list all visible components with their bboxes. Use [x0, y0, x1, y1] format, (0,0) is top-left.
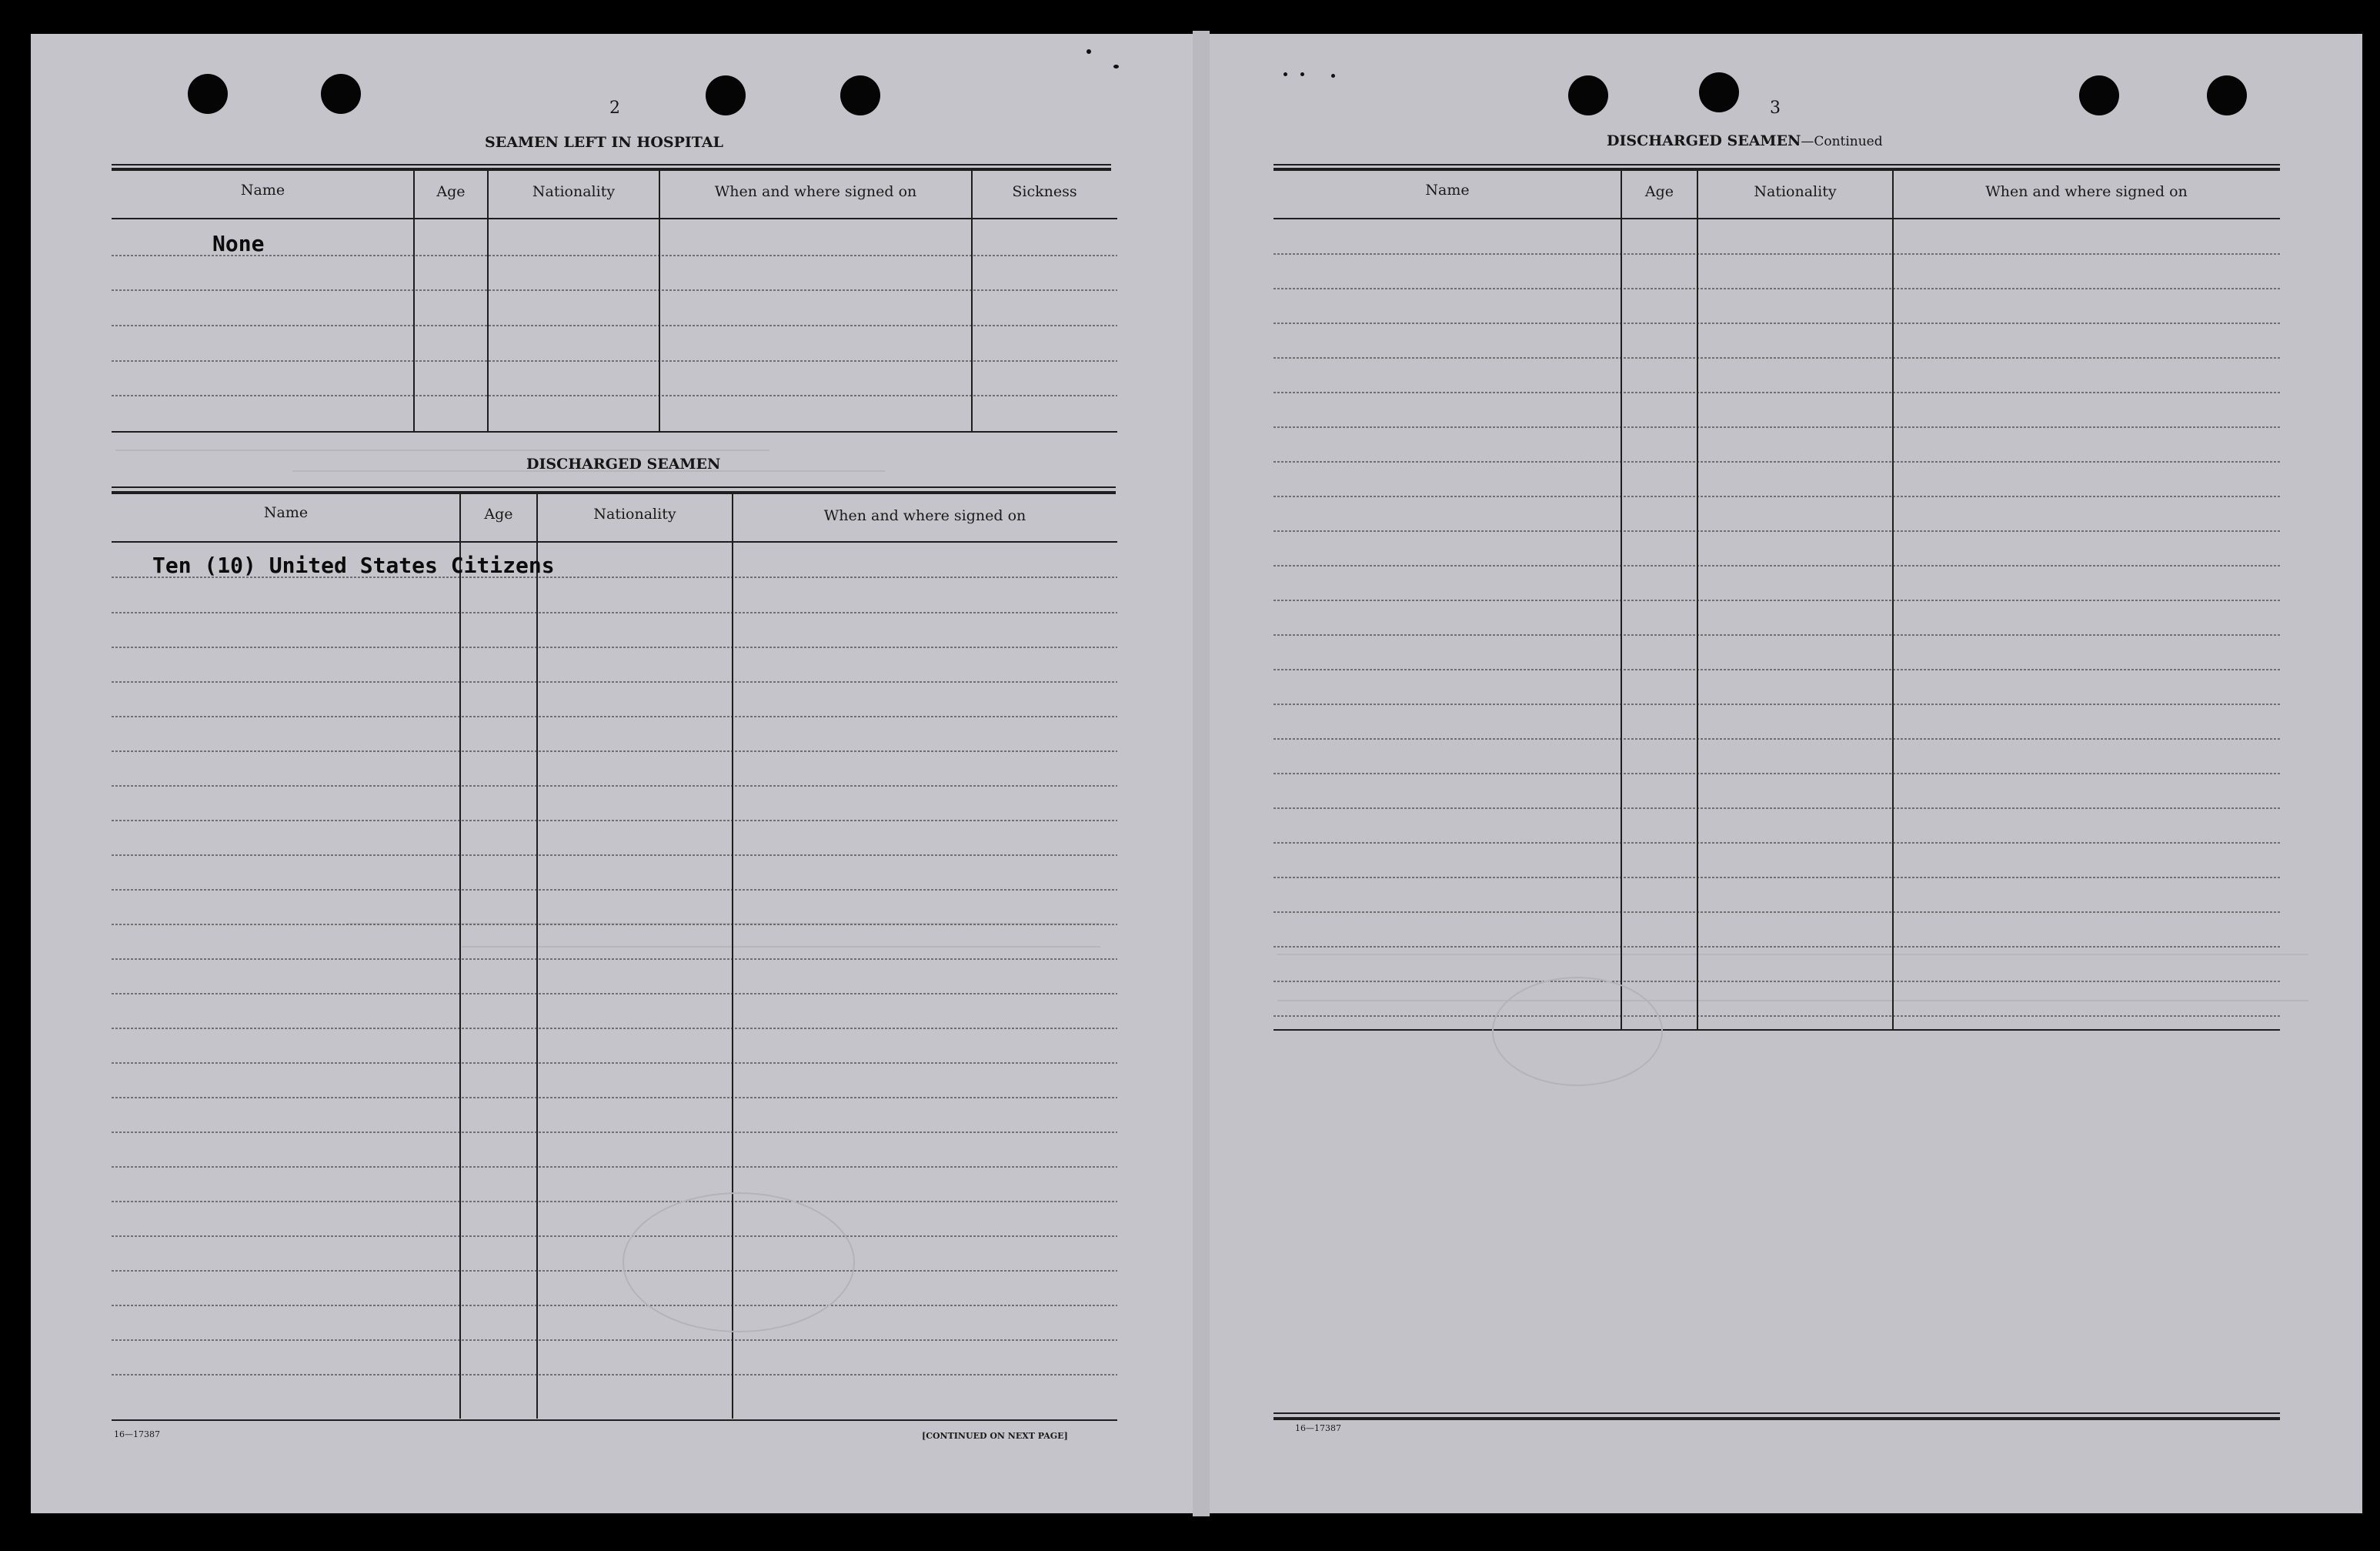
hospital-entry-none: None — [212, 231, 265, 256]
form-number: 16—17387 — [114, 1429, 160, 1439]
discharged-continued-title-main: DISCHARGED SEAMEN — [1607, 132, 1801, 149]
discharged-col-signed-on: When and where signed on — [823, 507, 1026, 524]
punch-hole — [706, 75, 746, 115]
discharged-col-age: Age — [484, 506, 513, 523]
page-number: 2 — [609, 99, 620, 118]
discharged-col-name: Name — [263, 504, 309, 521]
hospital-col-age: Age — [436, 183, 466, 200]
continued-note: [CONTINUED ON NEXT PAGE] — [922, 1431, 1068, 1441]
scan-speck — [1087, 49, 1091, 54]
continued-col-name: Name — [1425, 182, 1470, 199]
discharged-col-nationality: Nationality — [593, 506, 676, 523]
punch-hole — [188, 74, 228, 114]
punch-hole — [2079, 75, 2119, 115]
hospital-col-signed-on: When and where signed on — [714, 183, 917, 200]
continued-col-age: Age — [1644, 183, 1674, 200]
form-number: 16—17387 — [1295, 1423, 1341, 1433]
hospital-col-nationality: Nationality — [532, 183, 616, 200]
hospital-col-sickness: Sickness — [1012, 183, 1077, 200]
punch-hole — [321, 74, 361, 114]
discharged-entry: Ten (10) United States Citizens — [152, 553, 555, 578]
continued-suffix: —Continued — [1801, 134, 1883, 149]
hospital-section-title: SEAMEN LEFT IN HOSPITAL — [485, 134, 723, 151]
scan-speck — [1283, 72, 1287, 76]
page-number: 3 — [1770, 99, 1781, 118]
punch-hole — [1699, 72, 1739, 112]
scan-speck — [1331, 74, 1335, 78]
discharged-continued-title — [1607, 132, 1883, 149]
hospital-col-name: Name — [240, 182, 285, 199]
scan-speck — [1113, 65, 1119, 69]
continued-col-nationality: Nationality — [1754, 183, 1837, 200]
punch-hole — [2207, 75, 2247, 115]
punch-hole — [1568, 75, 1608, 115]
punch-hole — [840, 75, 880, 115]
continued-col-signed-on: When and where signed on — [1985, 183, 2188, 200]
scan-speck — [1300, 72, 1304, 76]
discharged-section-title: DISCHARGED SEAMEN — [526, 456, 721, 473]
